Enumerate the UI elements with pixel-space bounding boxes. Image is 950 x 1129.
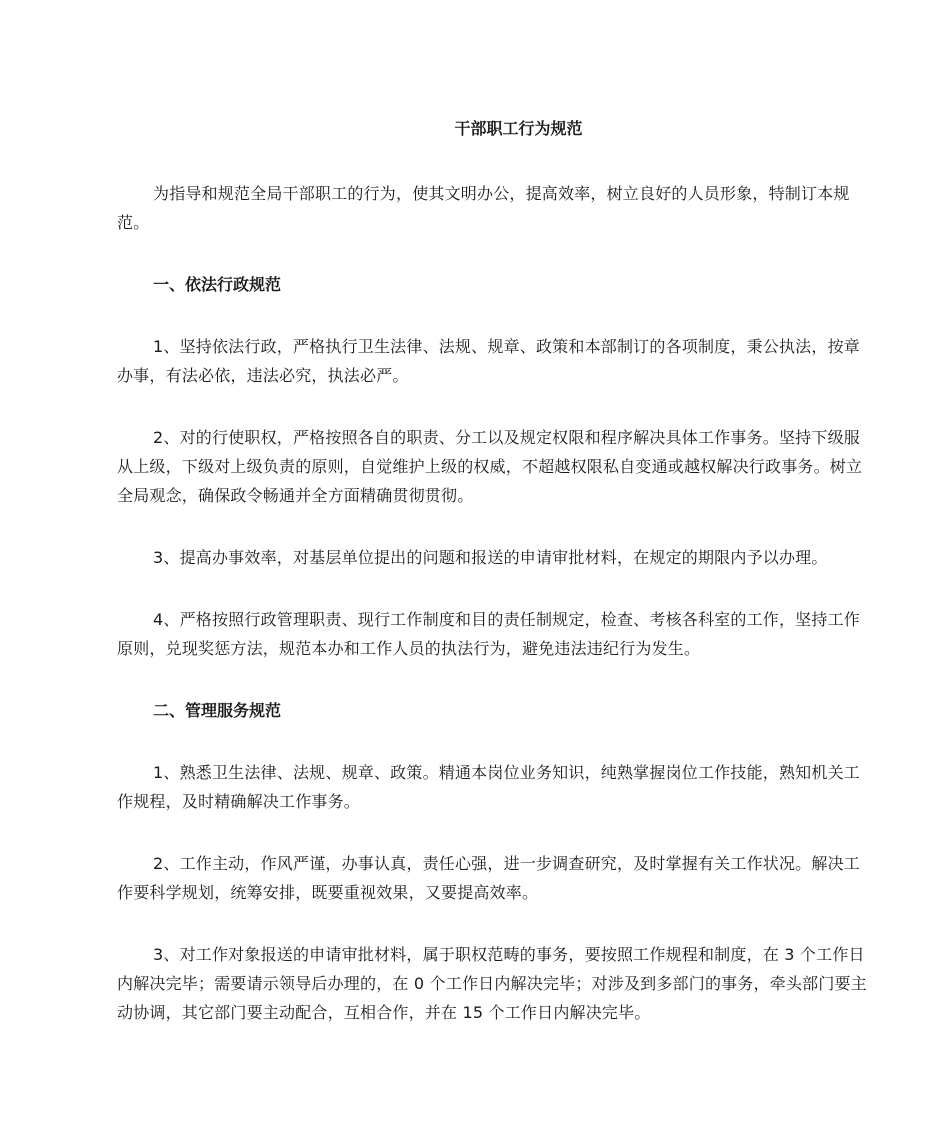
- law-item-1: 1、坚持依法行政，严格执行卫生法律、法规、规章、政策和本部制订的各项制度，秉公执法，按章办事，有法必依，违法必究，执法必严。: [117, 337, 860, 385]
- section-heading-law: 一、依法行政规范: [153, 275, 282, 294]
- law-item-3: 3、提高办事效率，对基层单位提出的问题和报送的申请审批材料，在规定的期限内予以办理。: [153, 548, 828, 567]
- service-item-1: 1、熟悉卫生法律、法规、规章、政策。精通本岗位业务知识，纯熟掌握岗位工作技能，熟知机关工作规程，及时精确解决工作事务。: [117, 763, 860, 811]
- document-title: 干部职工行为规范: [454, 119, 583, 138]
- service-item-2: 2、工作主动，作风严谨，办事认真，责任心强，进一步调查研究，及时掌握有关工作状况。解决工作要科学规划，统筹安排，既要重视效果，又要提高效率。: [117, 854, 860, 902]
- service-item-3: 3、对工作对象报送的申请审批材料，属于职权范畴的事务，要按照工作规程和制度，在 3 个工作日内解决完毕；需要请示领导后办理的，在 0 个工作日内解决完毕；对涉及到多部门的事务，牵头部门要主动协调，其它部门要主动配合，互相合作，并在 15 个工作日内解决完毕。: [117, 945, 867, 1022]
- section-heading-service: 二、管理服务规范: [153, 701, 282, 720]
- intro-paragraph: 为指导和规范全局干部职工的行为，使其文明办公，提高效率，树立良好的人员形象，特制订本规范。: [117, 184, 850, 232]
- law-item-2: 2、对的行使职权，严格按照各自的职责、分工以及规定权限和程序解决具体工作事务。坚持下级服从上级，下级对上级负责的原则，自觉维护上级的权威，不超越权限私自变通或越权解决行政事务。树立全局观念，确保政令畅通并全方面精确贯彻贯彻。: [117, 428, 863, 505]
- law-item-4: 4、严格按照行政管理职责、现行工作制度和目的责任制规定，检查、考核各科室的工作，坚持工作原则，兑现奖惩方法，规范本办和工作人员的执法行为，避免违法违纪行为发生。: [117, 610, 860, 658]
